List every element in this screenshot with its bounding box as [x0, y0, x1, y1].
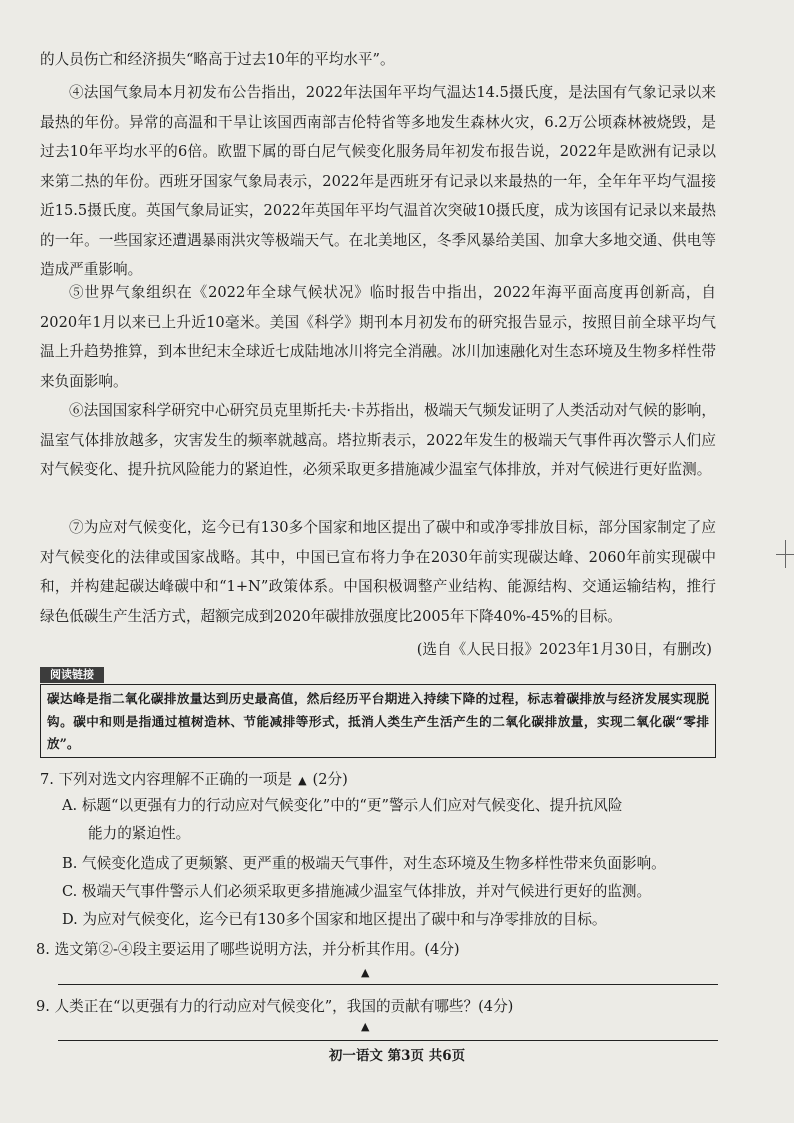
answer-blank-icon: ▲	[298, 774, 307, 787]
question-7-stem: 7. 下列对选文内容理解不正确的一项是	[40, 771, 293, 788]
paragraph-4: ④法国气象局本月初发布公告指出，2022年法国年平均气温达14.5摄氏度，是法国有气象记录以来最热的年份。异常的高温和干旱让该国西南部吉伦特省等多地发生森林火灾，6.2万公顷森林被烧毁，是过去10年平均水平的6倍。欧盟下属的哥白尼气候变化服务局年初发布报告说，2022年是欧洲有记录以来第二热的年份。西班牙国家气象局表示，2022年是西班牙有记录以来最热的一年，全年年平均气温接近15.5摄氏度。英国气象局证实，2022年英国年平均气温首次突破10摄氏度，成为该国有记录以来最热的一年。一些国家还遭遇暴雨洪灾等极端天气。在北美地区，冬季风暴给美国、加拿大多地交通、供电等造成严重影响。	[40, 84, 716, 278]
answer-blank-icon: ▲	[361, 966, 370, 979]
question-8: 8. 选文第②-④段主要运用了哪些说明方法，并分析其作用。(4分)	[36, 941, 460, 958]
page-footer: 初一语文 第3页 共6页	[328, 1048, 466, 1064]
paragraph-7: ⑦为应对气候变化，迄今已有130多个国家和地区提出了碳中和或净零排放目标，部分国家制定了应对气候变化的法律或国家战略。其中，中国已宣布将力争在2030年前实现碳达峰、2060年前实现碳中和，并构建起碳达峰碳中和“1+N”政策体系。中国积极调整产业结构、能源结构、交通运输结构，推行绿色低碳生产生活方式，超额完成到2020年碳排放强度比2005年下降40%-45%的目标。	[40, 519, 716, 625]
option-a-continued: 能力的紧迫性。	[88, 825, 191, 842]
paragraph-6: ⑥法国国家科学研究中心研究员克里斯托夫·卡苏指出，极端天气频发证明了人类活动对气候的影响，温室气体排放越多，灾害发生的频率就越高。塔拉斯表示，2022年发生的极端天气事件再次警示人们应对气候变化、提升抗风险能力的紧迫性，必须采取更多措施减少温室气体排放，并对气候进行更好监测。	[40, 402, 716, 478]
reading-link-tag: 阅读链接	[40, 667, 104, 683]
answer-line[interactable]	[58, 984, 718, 985]
reading-link-text: 碳达峰是指二氧化碳排放量达到历史最高值，然后经历平台期进入持续下降的过程，标志着碳排放与经济发展实现脱钩。碳中和则是指通过植树造林、节能减排等形式，抵消人类生产生活产生的二氧化碳排放量，实现二氧化碳“零排放”。	[47, 691, 709, 751]
footer-divider	[58, 1040, 718, 1041]
source-citation: (选自《人民日报》2023年1月30日，有删改)	[416, 641, 712, 658]
reading-link-box	[40, 684, 716, 758]
paragraph-5: ⑤世界气象组织在《2022年全球气候状况》临时报告中指出，2022年海平面高度再创新高，自2020年1月以来已上升近10毫米。美国《科学》期刊本月初发布的研究报告显示，按照目前全球平均气温上升趋势推算，到本世纪末全球近七成陆地冰川将完全消融。冰川加速融化对生态环境及生物多样性带来负面影响。	[40, 284, 716, 390]
option-b: B. 气候变化造成了更频繁、更严重的极端天气事件，对生态环境及生物多样性带来负面影响。	[62, 855, 666, 872]
option-d: D. 为应对气候变化，迄今已有130多个国家和地区提出了碳中和与净零排放的目标。	[62, 911, 607, 928]
answer-blank-icon: ▲	[361, 1020, 370, 1033]
question-7-score: (2分)	[312, 771, 348, 788]
question-9: 9. 人类正在“以更强有力的行动应对气候变化”，我国的贡献有哪些？(4分)	[36, 998, 514, 1015]
option-c: C. 极端天气事件警示人们必须采取更多措施减少温室气体排放，并对气候进行更好的监测。	[62, 883, 652, 900]
registration-mark	[776, 554, 794, 555]
paragraph-continuation: 的人员伤亡和经济损失“略高于过去10年的平均水平”。	[40, 51, 395, 68]
question-7	[40, 766, 348, 795]
option-a: A. 标题“以更强有力的行动应对气候变化”中的“更”警示人们应对气候变化、提升抗风险	[62, 797, 623, 814]
